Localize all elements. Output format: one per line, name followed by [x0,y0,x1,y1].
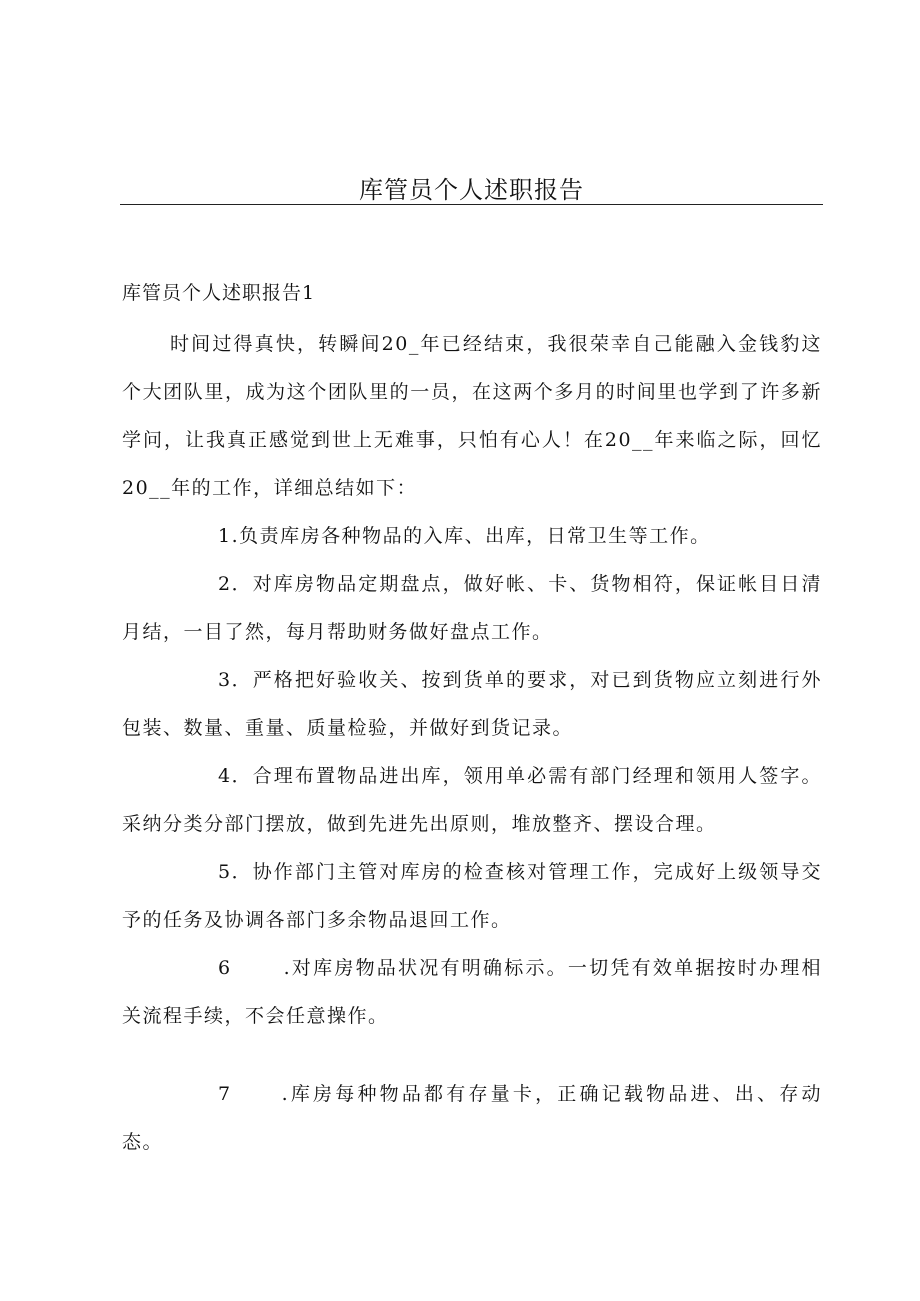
list-item-text: 协作部门主管对库房的检查核对管理工作，完成好上级领导交予的任务及协调各部门多余物品退回工作。 [122,861,822,931]
list-item-4 [122,752,822,848]
list-item-number: 6 [218,957,232,979]
list-item-3 [122,656,822,752]
list-item-7 [122,1070,822,1166]
list-item-text: 对库房物品定期盘点，做好帐、卡、货物相符，保证帐目日清月结，一目了然，每月帮助财务做好盘点工作。 [122,573,822,643]
list-item-number: 3． [218,669,253,691]
intro-paragraph: 时间过得真快，转瞬间20_年已经结束，我很荣幸自己能融入金钱豹这个大团队里，成为这个团队里的一员，在这两个多月的时间里也学到了许多新学问，让我真正感觉到世上无难事，只怕有心人！在20__年来临之际，回忆20__年的工作，详细总结如下： [122,333,822,499]
list-item-text: .对库房物品状况有明确标示。一切凭有效单据按时办理相关流程手续，不会任意操作。 [122,957,822,1027]
list-item-text: 负责库房各种物品的入库、出库，日常卫生等工作。 [239,525,711,547]
list-item-text: 合理布置物品进出库，领用单必需有部门经理和领用人签字。采纳分类分部门摆放，做到先进先出原则，堆放整齐、摆设合理。 [122,765,822,835]
document-title: 库管员个人述职报告 [359,176,584,204]
title-divider [120,204,823,205]
list-item-text: .库房每种物品都有存量卡，正确记载物品进、出、存动态。 [122,1083,822,1153]
list-item-number: 1. [218,525,240,547]
list-item-5 [122,848,822,944]
list-item-number: 2． [218,573,253,595]
list-item-2 [122,560,822,656]
list-item-number: 4． [218,765,253,787]
list-item-6 [122,944,822,1040]
list-item-number: 5． [218,861,253,883]
list-item-text: 严格把好验收关、按到货单的要求，对已到货物应立刻进行外包装、数量、重量、质量检验，并做好到货记录。 [122,669,822,739]
list-item-number: 7 [218,1083,232,1105]
list-item-1 [122,512,822,560]
section-heading: 库管员个人述职报告1 [122,282,316,304]
